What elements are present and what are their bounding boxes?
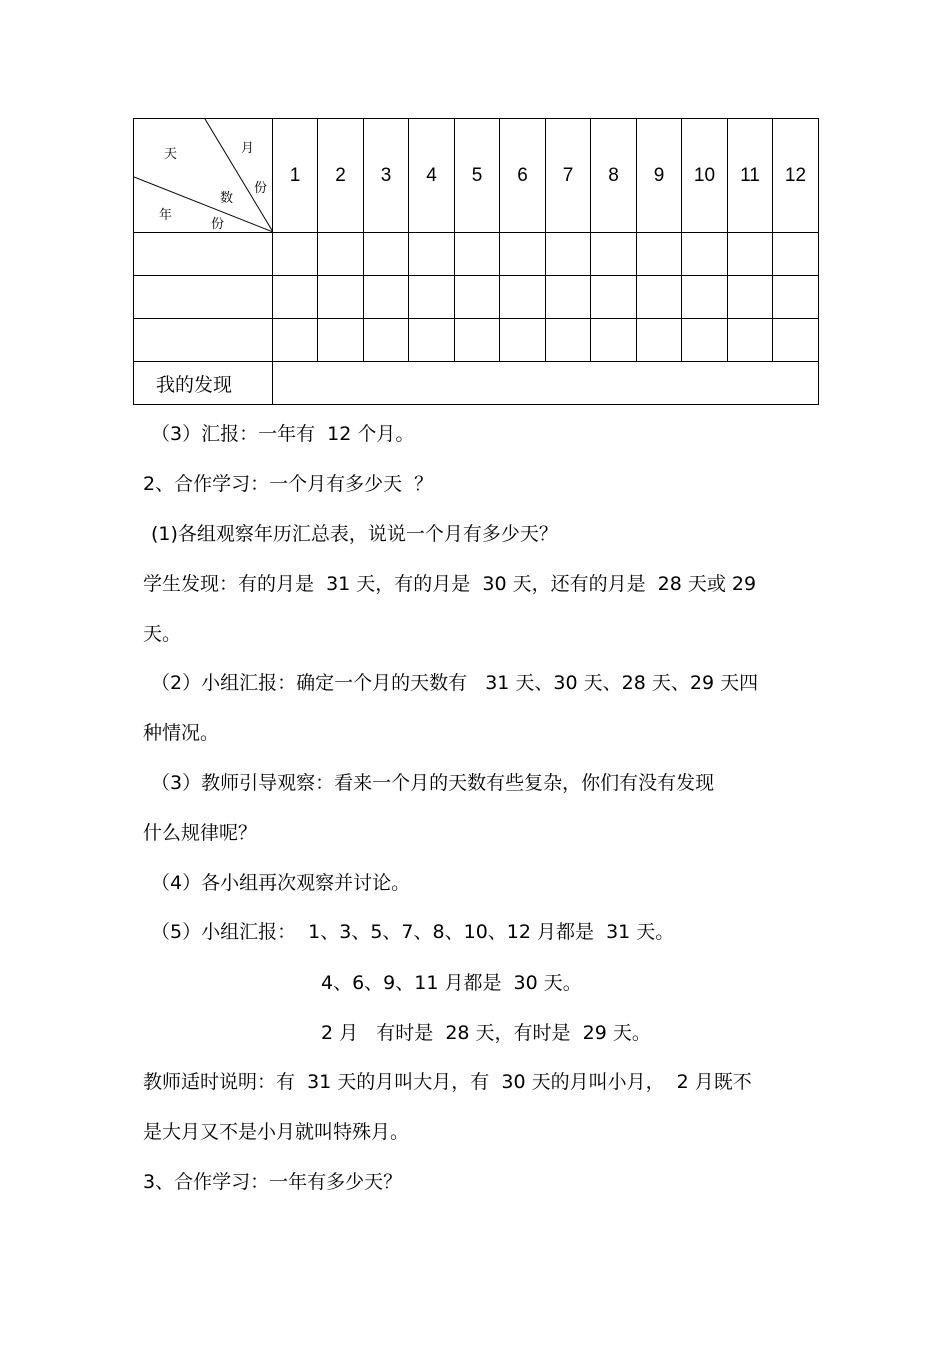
- year-cell: [134, 276, 273, 319]
- corner-label-fen-2: 份: [211, 217, 225, 232]
- text-line: 3、合作学习：一年有多少天？: [143, 1171, 403, 1193]
- corner-label-tian: 天: [164, 147, 178, 162]
- corner-label-yue: 月: [241, 141, 255, 156]
- header-row: [134, 119, 819, 233]
- text-line: （4）各小组再次观察并讨论。: [151, 872, 411, 894]
- month-header: 12: [773, 119, 819, 233]
- table-row: [134, 319, 819, 362]
- text-line: 教师适时说明：有 31 天的月叫大月，有 30 天的月叫小月， 2 月既不: [143, 1071, 752, 1093]
- diagonal-lines: [134, 119, 273, 232]
- text-line: 4、6、9、11 月都是 30 天。: [321, 972, 582, 994]
- table-row: [134, 276, 819, 319]
- year-cell: [134, 233, 273, 276]
- text-line: 学生发现：有的月是 31 天，有的月是 30 天，还有的月是 28 天或 29: [143, 573, 757, 595]
- text-line: (1)各组观察年历汇总表，说说一个月有多少天？: [151, 523, 558, 545]
- month-header: 11: [728, 119, 773, 233]
- month-header: 9: [637, 119, 682, 233]
- month-header: 1: [273, 119, 318, 233]
- text-line: （3）教师引导观察：看来一个月的天数有些复杂，你们有没有发现: [151, 772, 715, 794]
- corner-label-nian: 年: [159, 208, 173, 223]
- text-line: 什么规律呢？: [143, 822, 258, 844]
- month-header: 6: [500, 119, 546, 233]
- month-header: 4: [409, 119, 455, 233]
- corner-label-shu: 数: [220, 191, 234, 206]
- text-line: 2、合作学习：一个月有多少天 ？: [143, 473, 434, 495]
- text-line: 天。: [143, 623, 182, 645]
- month-header: 2: [318, 119, 364, 233]
- finding-row: [134, 362, 819, 405]
- text-line: （5）小组汇报： 1、3、5、7、8、10、12 月都是 31 天。: [151, 921, 675, 943]
- month-header: 8: [591, 119, 637, 233]
- finding-cell: [273, 362, 819, 405]
- text-line: （2）小组汇报：确定一个月的天数有 31 天、30 天、28 天、29 天四: [151, 672, 759, 694]
- month-header: 3: [364, 119, 409, 233]
- finding-label: 我的发现: [134, 362, 273, 405]
- diagonal-header-cell: [134, 119, 273, 233]
- table-row: [134, 233, 819, 276]
- text-line: 2 月 有时是 28 天，有时是 29 天。: [321, 1022, 651, 1044]
- month-header: 5: [455, 119, 500, 233]
- corner-label-fen: 份: [254, 181, 268, 196]
- text-line: （3）汇报：一年有 12 个月。: [151, 423, 415, 445]
- text-line: 是大月又不是小月就叫特殊月。: [143, 1121, 410, 1143]
- calendar-summary-table: [133, 118, 819, 405]
- month-header: 7: [546, 119, 591, 233]
- text-line: 种情况。: [143, 722, 220, 744]
- year-cell: [134, 319, 273, 362]
- month-header: 10: [682, 119, 728, 233]
